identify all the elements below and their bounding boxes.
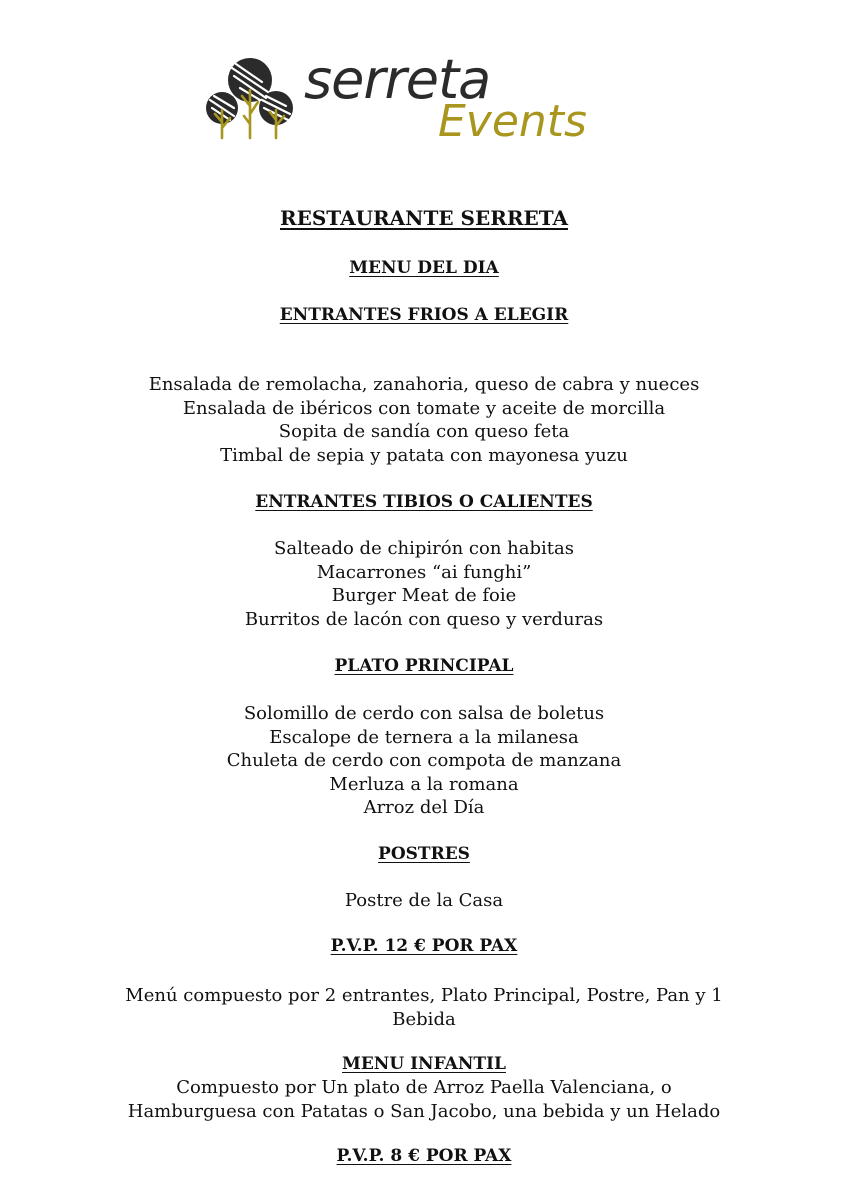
kids-menu-heading: MENU INFANTIL xyxy=(342,1054,506,1074)
list-item: Sopita de sandía con queso feta xyxy=(278,421,570,442)
list-item: Macarrones “ai funghi” xyxy=(316,561,532,583)
list-item: Escalope de ternera a la milanesa xyxy=(269,726,579,748)
list-item: Salteado de chipirón con habitas xyxy=(274,538,574,559)
kids-menu-price: P.V.P. 8 € POR PAX xyxy=(336,1146,512,1166)
hot-starters-heading: ENTRANTES TIBIOS O CALIENTES xyxy=(255,492,593,512)
cold-starters-list xyxy=(0,373,848,467)
list-item: Ensalada de remolacha, zanahoria, queso de cabra y nueces xyxy=(148,374,700,395)
menu-price: P.V.P. 12 € POR PAX xyxy=(330,936,518,956)
list-item: Chuleta de cerdo con compota de manzana xyxy=(226,750,622,771)
restaurant-title: RESTAURANTE SERRETA xyxy=(279,206,569,230)
desserts-heading: POSTRES xyxy=(378,844,470,864)
cold-starters-heading: ENTRANTES FRIOS A ELEGIR xyxy=(279,305,569,325)
hot-starters-list xyxy=(0,537,848,631)
list-item: Merluza a la romana xyxy=(329,773,519,795)
list-item: Burritos de lacón con queso y verduras xyxy=(244,608,604,630)
main-course-list xyxy=(0,702,848,820)
tree-logo-icon xyxy=(206,58,293,138)
kids-menu-description: Compuesto por Un plato de Arroz Paella Valenciana, o Hamburguesa con Patatas o San Jacobo, una bebida y un Helado xyxy=(127,1077,721,1122)
desserts-list xyxy=(0,889,848,913)
logo-wordmark-serreta: serreta xyxy=(304,50,491,111)
list-item: Timbal de sepia y patata con mayonesa yuzu xyxy=(220,444,628,466)
list-item: Arroz del Día xyxy=(363,797,485,818)
menu-note: Menú compuesto por 2 entrantes, Plato Principal, Postre, Pan y 1 Bebida xyxy=(125,985,723,1030)
list-item: Burger Meat de foie xyxy=(331,585,517,606)
main-course-heading: PLATO PRINCIPAL xyxy=(334,656,514,676)
logo-wordmark-events: Events xyxy=(438,96,587,147)
menu-title: MENU DEL DIA xyxy=(349,258,499,278)
serreta-events-logo xyxy=(200,50,650,150)
list-item: Solomillo de cerdo con salsa de boletus xyxy=(243,703,605,724)
list-item: Postre de la Casa xyxy=(344,890,504,911)
list-item: Ensalada de ibéricos con tomate y aceite de morcilla xyxy=(182,397,666,419)
